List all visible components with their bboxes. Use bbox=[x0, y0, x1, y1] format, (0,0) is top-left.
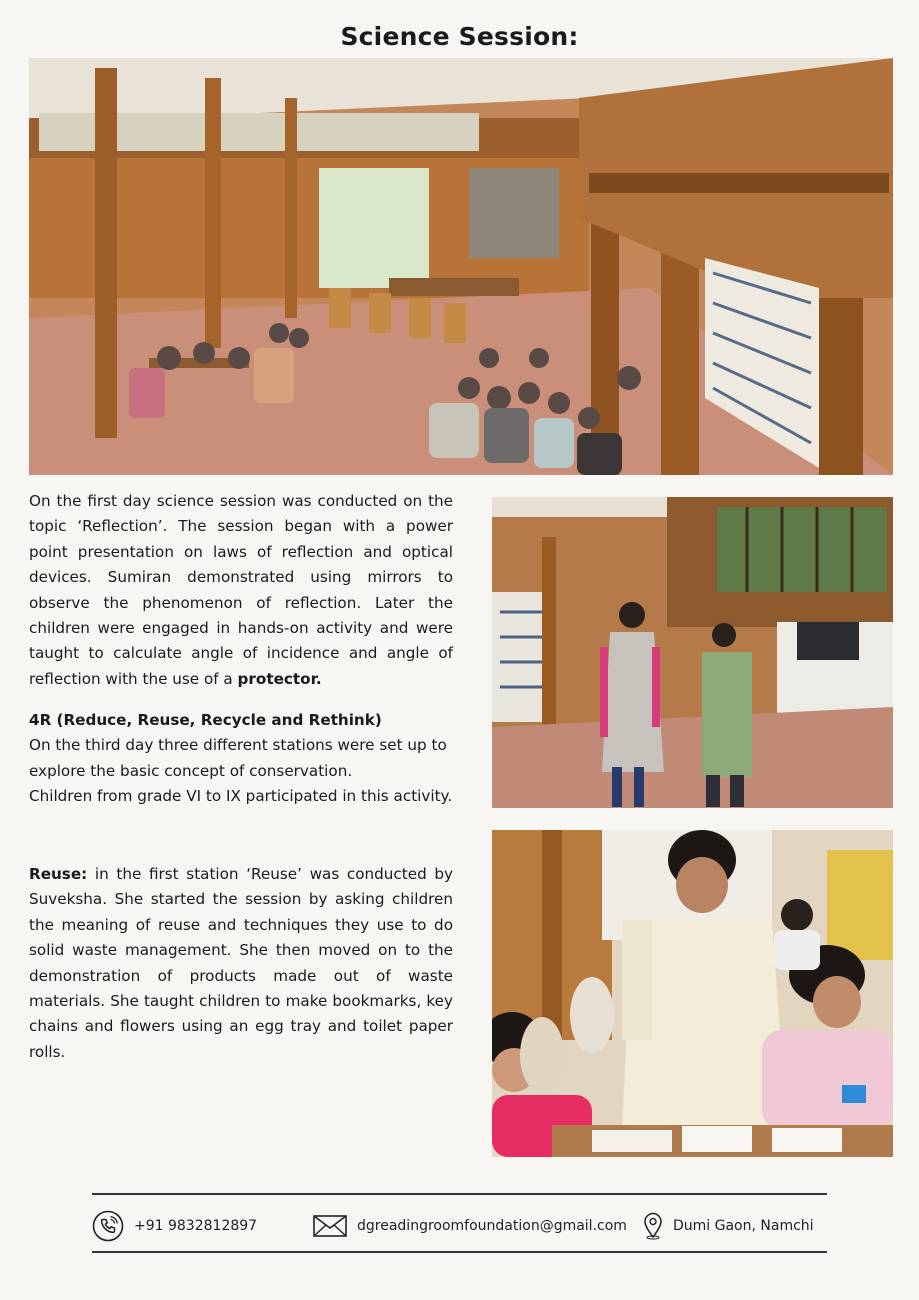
four-r-line1: On the third day three different stations were set up to explore the basic concept of conservation. bbox=[29, 736, 447, 780]
reuse-paragraph bbox=[29, 862, 453, 1065]
girls-activity-photo bbox=[492, 830, 893, 1157]
footer-top-divider bbox=[92, 1193, 827, 1195]
four-r-heading: 4R (Reduce, Reuse, Recycle and Rethink) bbox=[29, 711, 382, 729]
reflection-emphasis: protector. bbox=[237, 669, 322, 688]
reflection-body: On the first day science session was conducted on the topic ‘Reflection’. The session began with a power point presentation on laws of reflection and optical devices. Sumiran demonstrated using mirrors to observe the phenomenon of reflection. Later the children were engaged in hands-on activity and were taught to calculate angle of incidence and angle of reflection with the use of a bbox=[29, 492, 453, 688]
footer-bottom-divider bbox=[92, 1251, 827, 1253]
footer-phone[interactable] bbox=[92, 1211, 257, 1241]
footer-email[interactable] bbox=[313, 1211, 627, 1241]
four-r-line2: Children from grade VI to IX participated in this activity. bbox=[29, 787, 453, 806]
reuse-label: Reuse: bbox=[29, 865, 88, 883]
footer-location[interactable] bbox=[643, 1211, 814, 1241]
phone-number: +91 9832812897 bbox=[134, 1218, 258, 1234]
reuse-body: in the first station ‘Reuse’ was conducted by Suveksha. She started the session by asking children the meaning of reuse and techniques they use to do solid waste management. She then moved on to the demonstration of products made out of waste materials. She taught children to make bookmarks, key chains and flowers using an egg tray and toilet paper rolls. bbox=[29, 865, 453, 1061]
page-title: Science Session: bbox=[340, 22, 579, 51]
facilitator-and-boy-photo bbox=[492, 497, 893, 808]
mail-icon bbox=[313, 1214, 347, 1238]
location-pin-icon bbox=[643, 1212, 663, 1240]
four-r-section bbox=[29, 708, 453, 810]
location-text: Dumi Gaon, Namchi bbox=[673, 1218, 814, 1234]
reflection-section bbox=[29, 489, 453, 692]
reuse-section bbox=[29, 862, 453, 1065]
email-address: dgreadingroomfoundation@gmail.com bbox=[357, 1218, 627, 1234]
reflection-paragraph bbox=[29, 489, 453, 692]
library-hall-photo bbox=[29, 58, 893, 475]
phone-icon bbox=[92, 1210, 124, 1242]
